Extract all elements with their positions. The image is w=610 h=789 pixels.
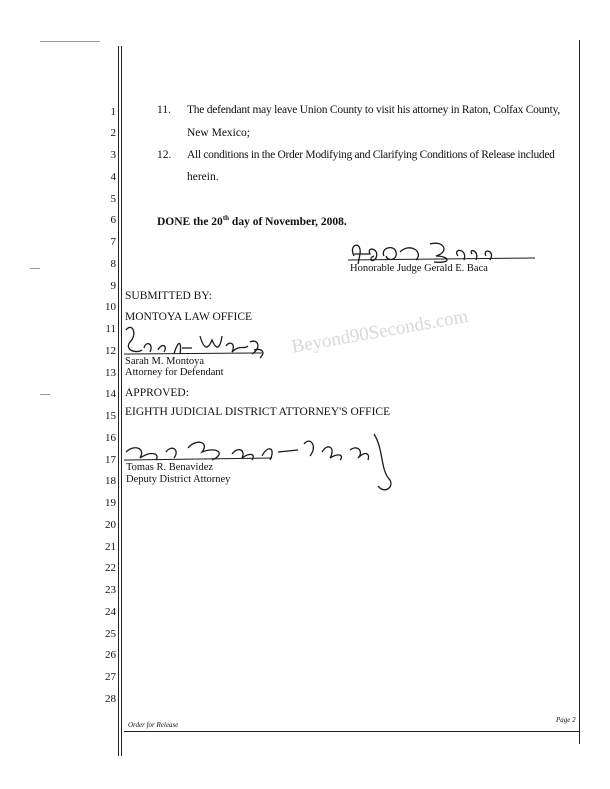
line-number: 25 [105, 628, 116, 640]
prosecutor-name: Tomas R. Benavidez [126, 462, 214, 473]
line-number: 5 [110, 193, 116, 205]
line-number: 19 [105, 497, 116, 509]
line-number: 1 [110, 106, 116, 118]
footer-left: Order for Release [128, 721, 179, 729]
line-number: 8 [110, 258, 116, 270]
line-number: 20 [105, 519, 116, 531]
line-number: 2 [110, 127, 116, 139]
done-date-line: DONE the 20th day of November, 2008. [157, 214, 347, 228]
item-number: 11. [157, 104, 171, 116]
da-office-name: EIGHTH JUDICIAL DISTRICT ATTORNEY'S OFFICE [125, 406, 391, 418]
watermark: Beyond90Seconds.com [290, 305, 470, 358]
line-number: 22 [105, 562, 116, 574]
item-text: herein. [187, 171, 219, 183]
item-number: 12. [157, 149, 172, 161]
item-text: The defendant may leave Union County to visit his attorney in Raton, Colfax County, [187, 104, 560, 116]
line-number: 21 [105, 541, 116, 553]
right-margin-rule [579, 40, 580, 744]
line-number: 10 [105, 301, 116, 313]
approved-heading: APPROVED: [125, 387, 189, 399]
line-number: 11 [105, 323, 116, 335]
defense-attorney-name: Sarah M. Montoya [125, 356, 205, 367]
footer-page-number: Page 2 [556, 716, 576, 724]
line-number: 17 [105, 454, 116, 466]
footer-rule [124, 731, 580, 732]
line-number: 14 [105, 388, 116, 400]
line-number: 28 [105, 693, 116, 705]
left-margin-rule-inner [121, 46, 122, 756]
line-number: 24 [105, 606, 116, 618]
line-number: 9 [110, 280, 116, 292]
item-text: All conditions in the Order Modifying and Clarifying Conditions of Release included [187, 149, 555, 161]
line-number: 26 [105, 649, 116, 661]
defense-attorney-role: Attorney for Defendant [125, 367, 224, 378]
line-number: 15 [105, 410, 116, 422]
line-number: 3 [110, 149, 116, 161]
scan-mark [40, 394, 50, 395]
line-number: 12 [105, 345, 116, 357]
line-number: 7 [110, 236, 116, 248]
line-number: 23 [105, 584, 116, 596]
line-number: 27 [105, 671, 116, 683]
submitted-by-heading: SUBMITTED BY: [125, 290, 212, 302]
scan-mark [30, 268, 40, 269]
line-number: 16 [105, 432, 116, 444]
line-number: 13 [105, 367, 116, 379]
scan-mark [40, 41, 100, 42]
prosecutor-role: Deputy District Attorney [126, 474, 231, 485]
line-number: 18 [105, 475, 116, 487]
line-number: 4 [110, 171, 116, 183]
judge-name: Honorable Judge Gerald E. Baca [350, 263, 488, 274]
law-firm-name: MONTOYA LAW OFFICE [125, 311, 253, 323]
left-margin-rule [118, 46, 119, 756]
item-text: New Mexico; [187, 127, 250, 139]
line-number: 6 [110, 214, 116, 226]
